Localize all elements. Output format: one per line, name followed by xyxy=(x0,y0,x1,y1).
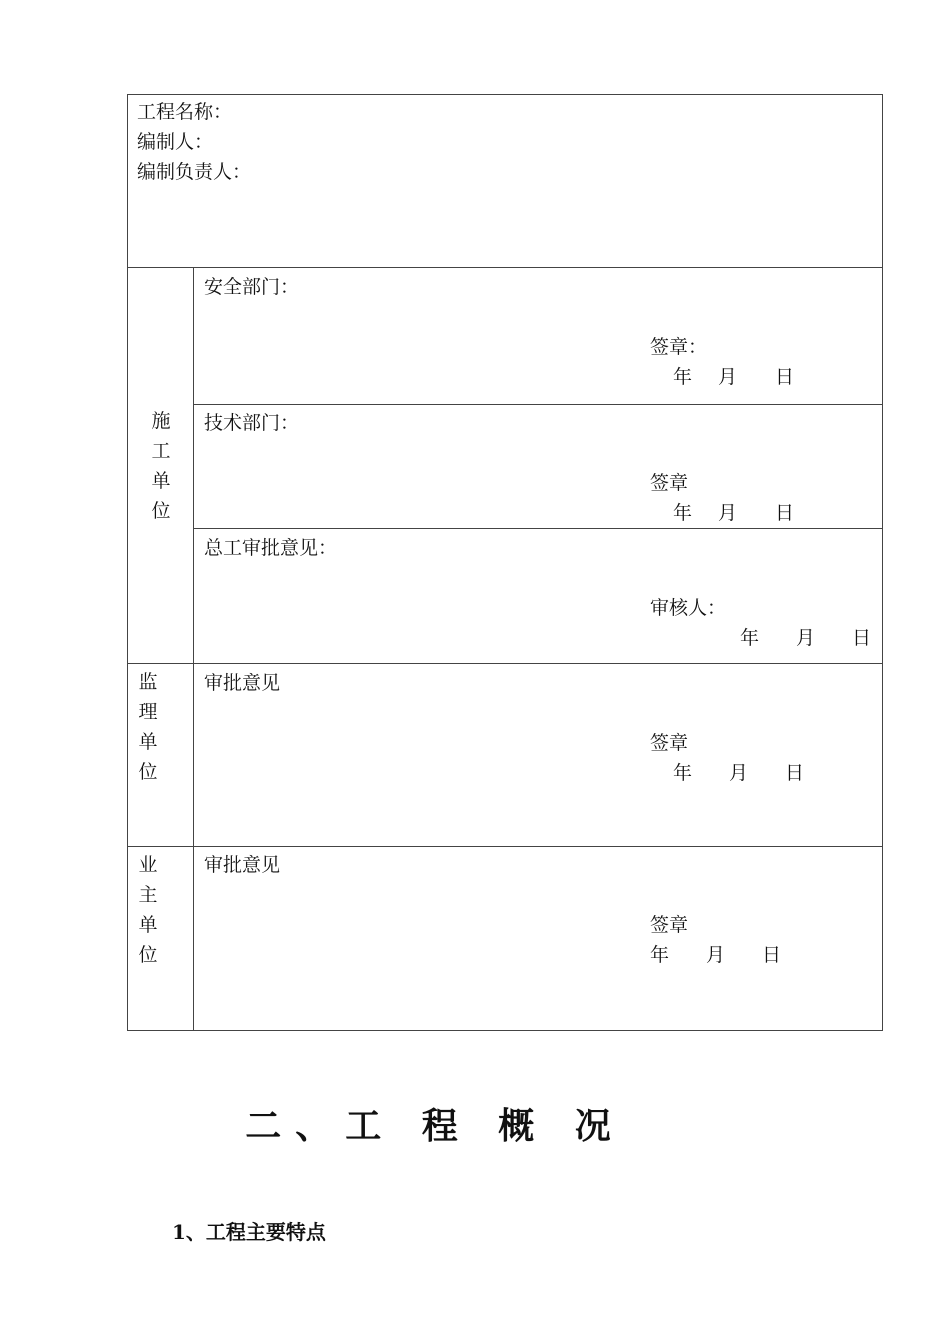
date-year: 年 xyxy=(673,366,693,388)
date-year: 年 xyxy=(673,762,693,784)
tech-dept-label: 技术部门： xyxy=(204,412,300,434)
project-name-label: 工程名称： xyxy=(137,101,233,123)
section-subtitle: 1、工程主要特点 xyxy=(172,1220,326,1244)
safety-sign-label: 签章： xyxy=(650,336,708,358)
column-divider xyxy=(193,267,194,1030)
date-year: 年 xyxy=(673,502,693,524)
approval-form xyxy=(127,94,883,1031)
date-month: 月 xyxy=(796,627,816,649)
date-day: 日 xyxy=(852,627,872,649)
supervision-opinion-label: 审批意见 xyxy=(204,672,281,694)
row-divider xyxy=(128,846,882,847)
row-divider xyxy=(194,404,882,405)
date-day: 日 xyxy=(775,502,795,524)
row-divider xyxy=(194,528,882,529)
tech-sign-label: 签章 xyxy=(650,472,689,494)
construction-unit-label: 施 工 单 位 xyxy=(151,410,171,522)
date-day: 日 xyxy=(775,366,795,388)
date-month: 月 xyxy=(706,944,726,966)
safety-dept-label: 安全部门： xyxy=(204,276,300,298)
supervision-sign-label: 签章 xyxy=(650,732,689,754)
row-divider xyxy=(128,267,882,268)
owner-unit-label: 业 主 单 位 xyxy=(138,854,158,966)
section-title: 二、工 程 概 况 xyxy=(245,1106,625,1147)
row-divider xyxy=(128,663,882,664)
date-month: 月 xyxy=(718,366,738,388)
owner-opinion-label: 审批意见 xyxy=(204,854,281,876)
compiler-label: 编制人： xyxy=(137,131,214,153)
date-day: 日 xyxy=(785,762,805,784)
date-year: 年 xyxy=(740,627,760,649)
supervision-unit-label: 监 理 单 位 xyxy=(138,671,158,783)
date-month: 月 xyxy=(729,762,749,784)
date-month: 月 xyxy=(718,502,738,524)
chief-compiler-label: 编制负责人： xyxy=(137,161,252,183)
chief-approval-label: 总工审批意见： xyxy=(204,537,338,559)
date-year: 年 xyxy=(650,944,670,966)
owner-sign-label: 签章 xyxy=(650,914,689,936)
date-day: 日 xyxy=(762,944,782,966)
reviewer-label: 审核人： xyxy=(650,597,727,619)
